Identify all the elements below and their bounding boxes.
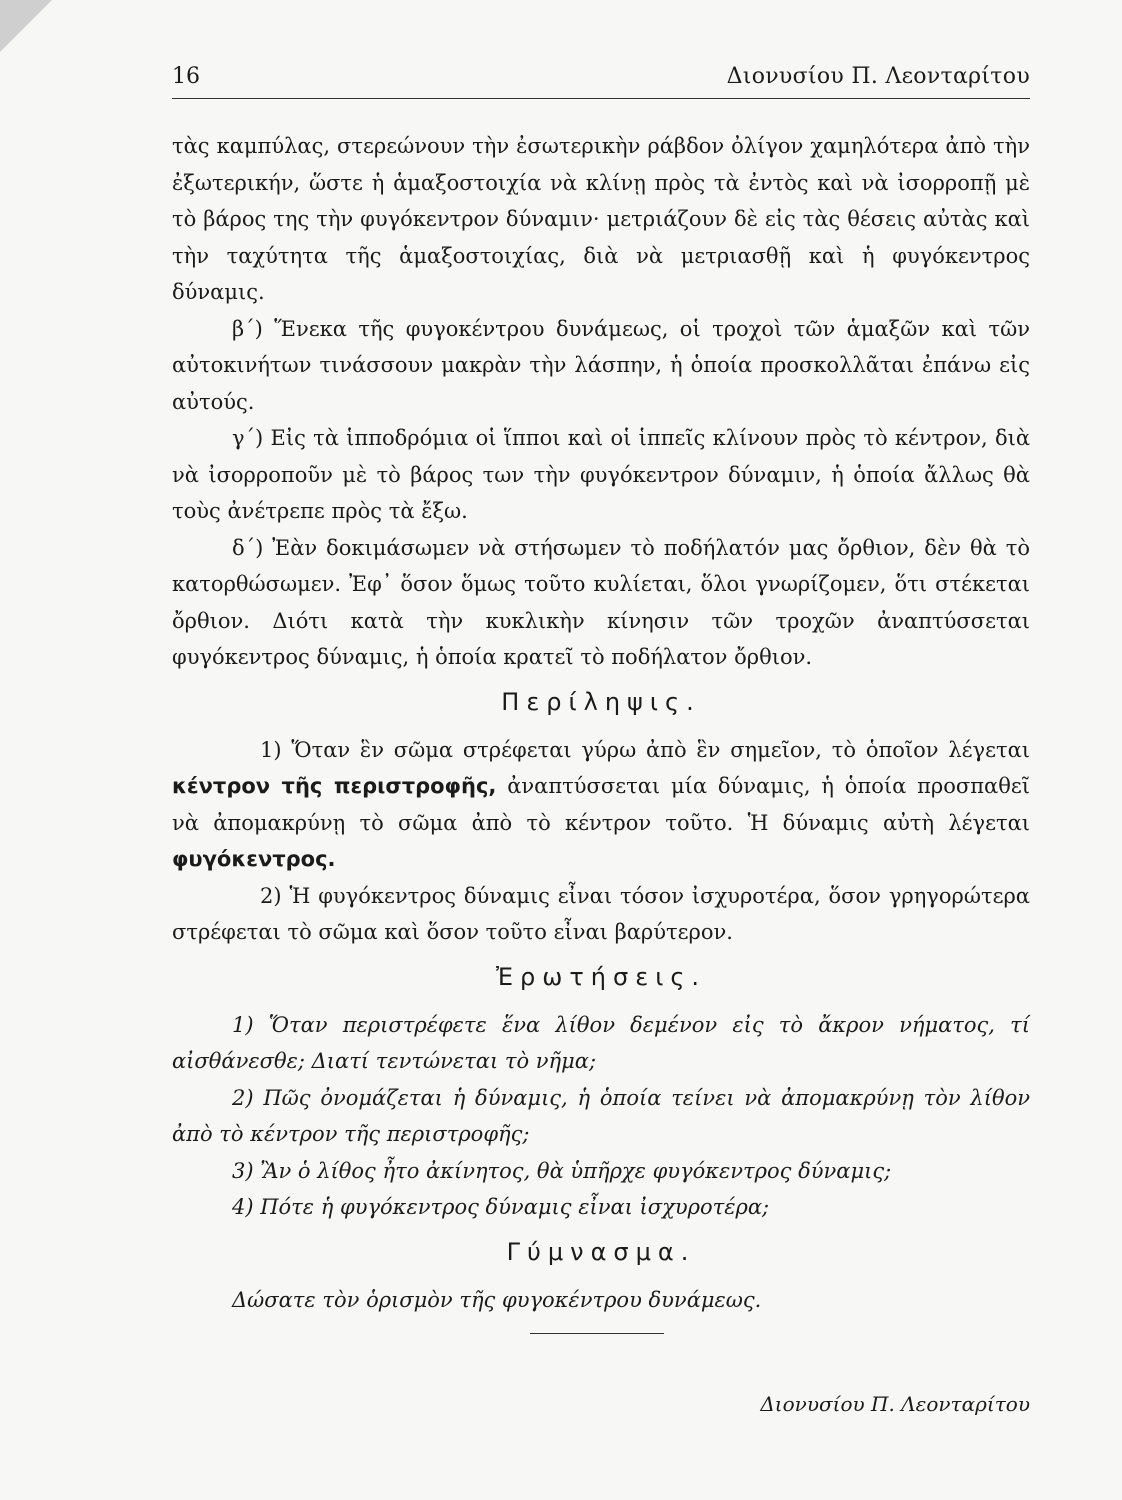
page-body — [172, 128, 1030, 1318]
summary-item-1-text-b: ἀναπτύσσεται μία δύναμις, ἡ ὁποία προσπαθεῖ νὰ ἀπομακρύνῃ τὸ σῶμα ἀπὸ τὸ κέντρον τοῦτο. Ἡ δύναμις αὐτὴ λέγεται — [172, 774, 1030, 835]
term-centrifugal: φυγόκεντρος. — [172, 847, 336, 871]
paragraph-continuation: τὰς καμπύλας, στερεώνουν τὴν ἐσωτερικὴν ράβδον ὀλίγον χαμηλότερα ἀπὸ τὴν ἐξωτερικήν, ὥστε ἡ ἁμαξοστοιχία νὰ κλίνῃ πρὸς τὰ ἐντὸς καὶ νὰ ἰσορροπῇ μὲ τὸ βάρος της τὴν φυγόκεντρον δύναμιν· μετριάζουν δὲ εἰς τὰς θέσεις αὐτὰς καὶ τὴν ταχύτητα τῆς ἁμαξοστοιχίας, διὰ νὰ μετριασθῇ καὶ ἡ φυγόκεντρος δύναμις. — [172, 134, 1030, 304]
term-center-of-rotation: κέντρον τῆς περιστροφῆς, — [172, 774, 497, 798]
paragraph-delta: δ΄) Ἐὰν δοκιμάσωμεν νὰ στήσωμεν τὸ ποδήλατόν μας ὄρθιον, δὲν θὰ τὸ κατορθώσωμεν. Ἐφ᾽ ὅσον ὅμως τοῦτο κυλίεται, ὅλοι γνωρίζομεν, ὅτι στέκεται ὄρθιον. Διότι κατὰ τὴν κυκλικὴν κίνησιν τῶν τροχῶν ἀναπτύσσεται φυγόκεντρος δύναμις, ἡ ὁποία κρατεῖ τὸ ποδήλατον ὄρθιον. — [172, 535, 1030, 669]
question-1: 1) Ὅταν περιστρέφετε ἕνα λίθον δεμένον εἰς τὸ ἄκρον νήματος, τί αἰσθάνεσθε; Διατί τεντώνεται τὸ νῆμα; — [172, 1012, 1030, 1073]
summary-item-1 — [172, 732, 1030, 878]
closing-rule — [530, 1333, 664, 1334]
exercise-text: Δώσατε τὸν ὁρισμὸν τῆς φυγοκέντρου δυνάμεως. — [232, 1287, 762, 1312]
summary-heading: Περίληψις. — [501, 687, 701, 716]
exercise-heading: Γύμνασμα. — [506, 1237, 696, 1266]
summary-item-2: 2) Ἡ φυγόκεντρος δύναμις εἶναι τόσον ἰσχυροτέρα, ὅσον γρηγορώτερα στρέφεται τὸ σῶμα καὶ ὅσον τοῦτο εἶναι βαρύτερον. — [172, 883, 1030, 944]
question-4: 4) Πότε ἡ φυγόκεντρος δύναμις εἶναι ἰσχυροτέρα; — [232, 1195, 770, 1219]
author-signature: Διονυσίου Π. Λεονταρίτου — [760, 1392, 1030, 1416]
question-2: 2) Πῶς ὀνομάζεται ἡ δύναμις, ἡ ὁποία τείνει νὰ ἀπομακρύνῃ τὸν λίθον ἀπὸ τὸ κέντρον τῆς περιστροφῆς; — [172, 1085, 1030, 1146]
summary-item-1-text-a: 1) Ὅταν ἓν σῶμα στρέφεται γύρω ἀπὸ ἓν σημεῖον, τὸ ὁποῖον λέγεται — [260, 737, 1030, 762]
page-number: 16 — [172, 64, 200, 89]
question-3: 3) Ἂν ὁ λίθος ἦτο ἀκίνητος, θὰ ὑπῆρχε φυγόκεντρος δύναμις; — [232, 1158, 892, 1183]
paragraph-beta: β΄) Ἕνεκα τῆς φυγοκέντρου δυνάμεως, οἱ τροχοὶ τῶν ἁμαξῶν καὶ τῶν αὐτοκινήτων τινάσσουν μακρὰν τὴν λάσπην, ἡ ὁποία προσκολλᾶται ἐπάνω εἰς αὐτούς. — [172, 316, 1030, 414]
questions-heading: Ἐρωτήσεις. — [495, 962, 707, 991]
running-head: Διονυσίου Π. Λεονταρίτου — [726, 64, 1030, 89]
paragraph-gamma: γ΄) Εἰς τὰ ἱπποδρόμια οἱ ἵπποι καὶ οἱ ἱππεῖς κλίνουν πρὸς τὸ κέντρον, διὰ νὰ ἰσορροποῦν μὲ τὸ βάρος των τὴν φυγόκεντρον δύναμιν, ἡ ὁποία ἄλλως θὰ τοὺς ἀνέτρεπε πρὸς τὰ ἔξω. — [172, 426, 1030, 523]
page-header — [172, 62, 1030, 99]
page-corner-fold — [0, 0, 52, 52]
